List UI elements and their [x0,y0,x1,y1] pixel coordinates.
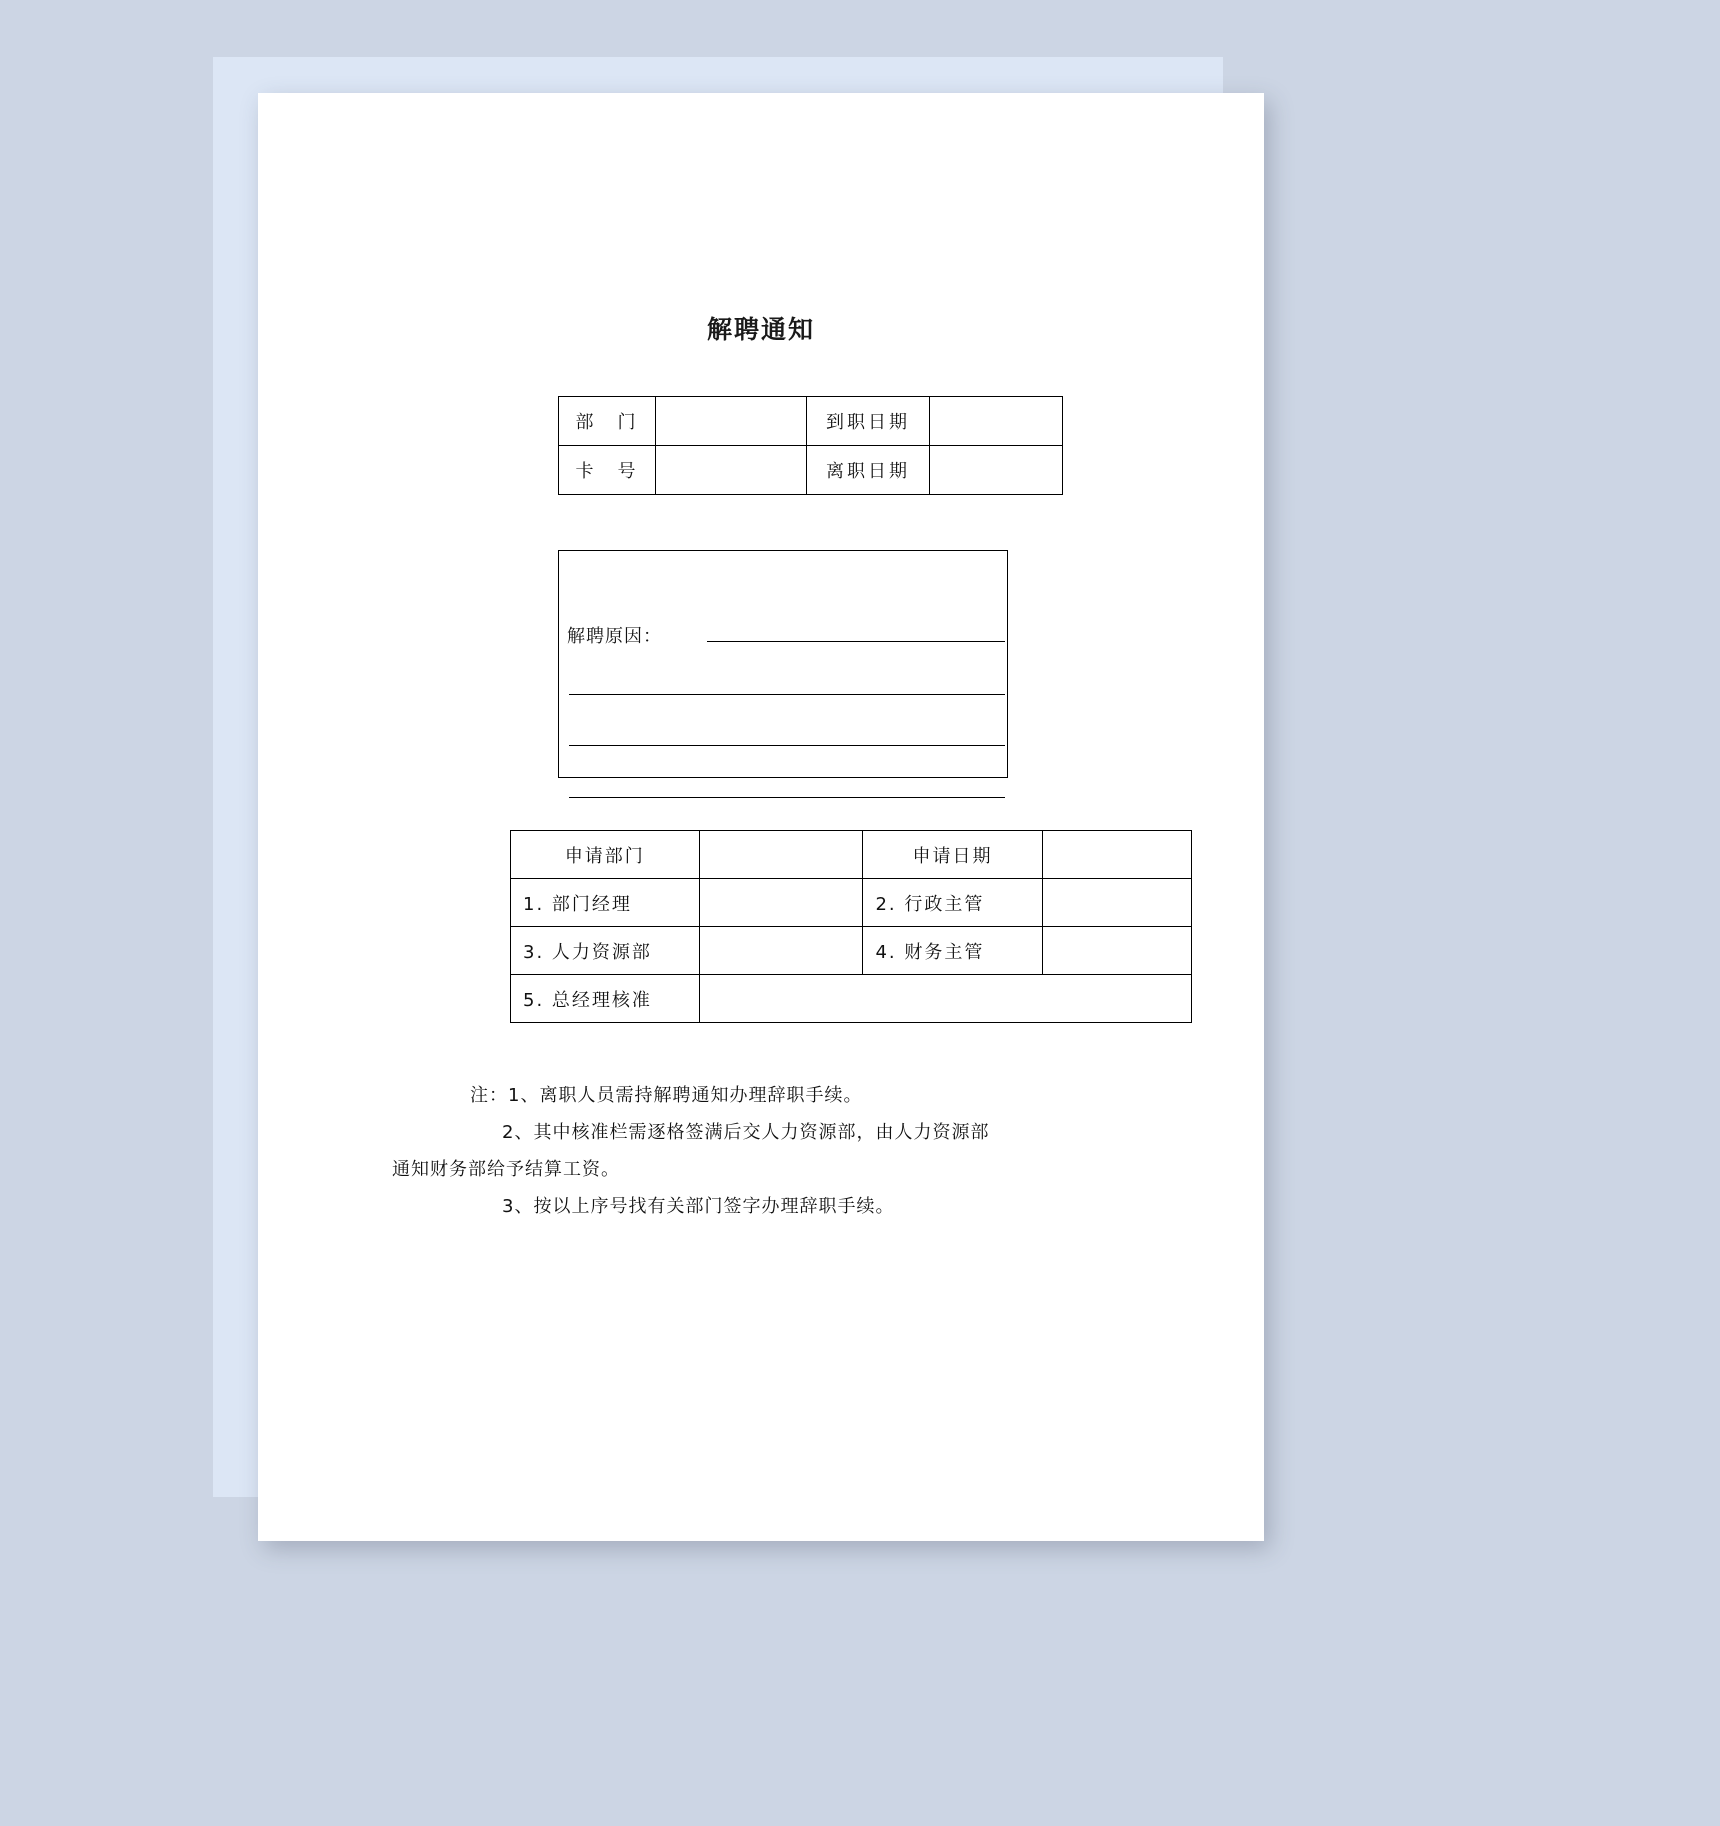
note-item-3: 3、按以上序号找有关部门签字办理辞职手续。 [502,1195,895,1217]
table-row [559,397,1063,446]
approver-label-general-manager: 5. 总经理核准 [511,975,700,1023]
approver-sign-department-manager[interactable] [699,879,863,927]
card-number-value[interactable] [656,446,807,495]
notes-section [330,1078,1192,1226]
application-date-label: 申请日期 [863,831,1042,879]
table-row [511,927,1192,975]
approval-table [510,830,1192,1023]
employee-info-table [558,396,1063,495]
reason-writing-line-4[interactable] [569,797,1005,798]
approver-sign-general-manager[interactable] [699,975,1191,1023]
table-row [511,831,1192,879]
page-title: 解聘通知 [706,315,815,344]
hire-date-label: 到职日期 [807,397,930,446]
hire-date-value[interactable] [930,397,1063,446]
dismissal-reason-label: 解聘原因： [567,626,662,647]
approver-label-department-manager: 1. 部门经理 [511,879,700,927]
applying-department-label: 申请部门 [511,831,700,879]
approver-sign-hr-department[interactable] [699,927,863,975]
document-content-area [330,190,1192,1408]
application-date-value[interactable] [1042,831,1191,879]
table-row [511,879,1192,927]
table-row [511,975,1192,1023]
approver-sign-admin-supervisor[interactable] [1042,879,1191,927]
table-row [559,446,1063,495]
department-value[interactable] [656,397,807,446]
dismissal-reason-box [558,550,1008,778]
note-item-1: 注：1、离职人员需持解聘通知办理辞职手续。 [470,1085,863,1106]
approver-label-hr-department: 3. 人力资源部 [511,927,700,975]
leave-date-label: 离职日期 [807,446,930,495]
approver-label-finance-supervisor: 4. 财务主管 [863,927,1042,975]
applying-department-value[interactable] [699,831,863,879]
note-item-2-line2: 通知财务部给予结算工资。 [392,1158,620,1180]
note-item-2-line1: 2、其中核准栏需逐格签满后交人力资源部，由人力资源部 [502,1121,990,1143]
reason-writing-line-3[interactable] [569,745,1005,746]
department-label: 部 门 [559,397,656,446]
approver-label-admin-supervisor: 2. 行政主管 [863,879,1042,927]
reason-writing-line-1[interactable] [707,641,1005,642]
leave-date-value[interactable] [930,446,1063,495]
reason-writing-line-2[interactable] [569,694,1005,695]
document-page [258,93,1264,1541]
card-number-label: 卡 号 [559,446,656,495]
approver-sign-finance-supervisor[interactable] [1042,927,1191,975]
